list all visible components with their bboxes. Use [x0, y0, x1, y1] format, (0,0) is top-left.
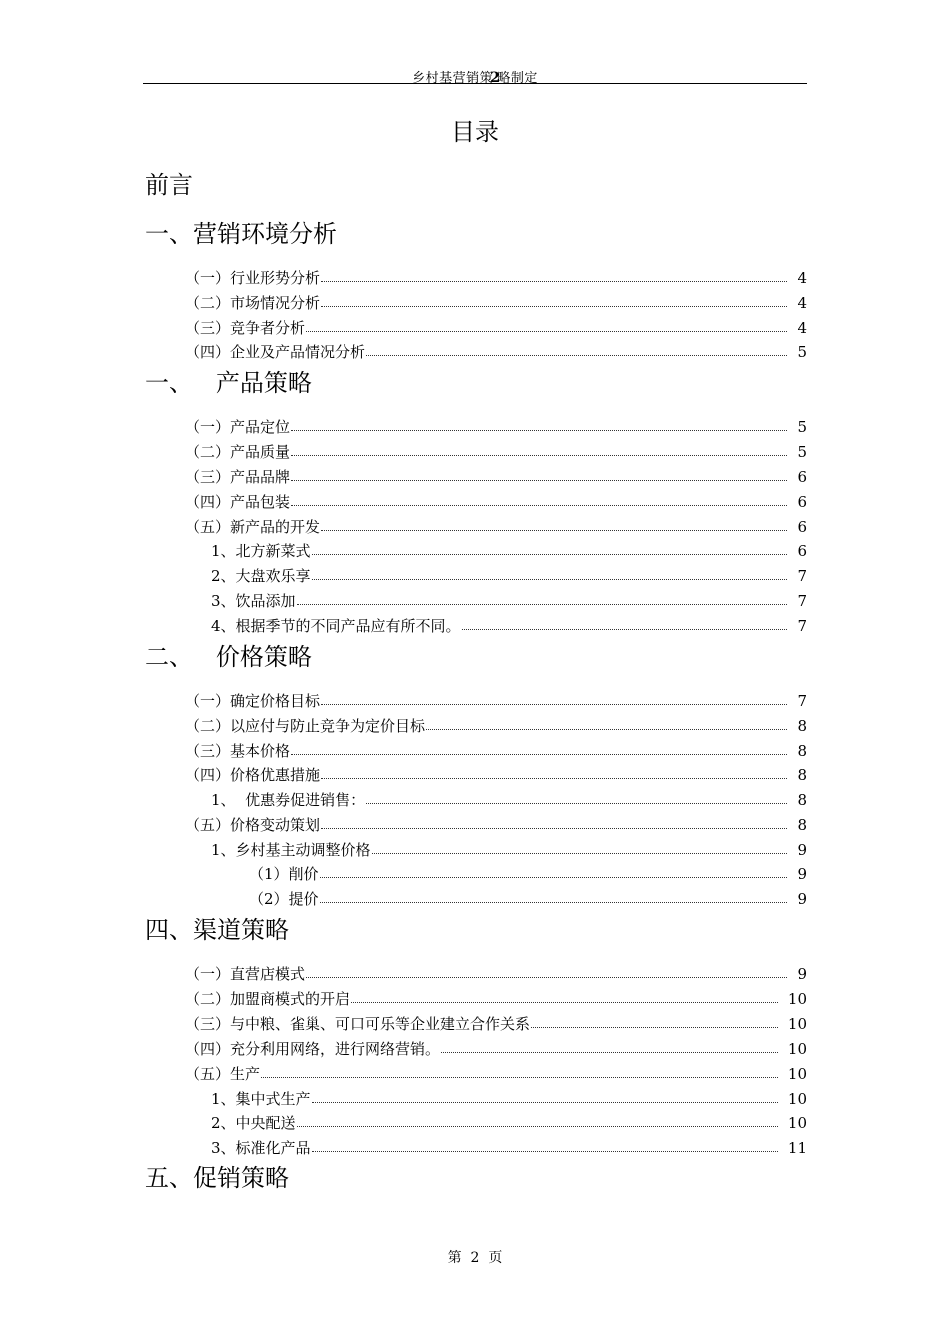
dot-leader	[291, 455, 787, 456]
page-number: 10	[787, 1065, 807, 1083]
toc-entry-text: （四）充分利用网络，进行网络营销。	[185, 1040, 441, 1058]
page-number: 7	[797, 567, 807, 585]
header-text-before: 乡村基营销策	[412, 71, 494, 86]
toc-entry-text: （二）产品质量	[185, 443, 291, 461]
dot-leader	[321, 778, 787, 779]
toc-entry-text: 3、饮品添加	[211, 592, 296, 610]
dot-leader	[426, 729, 787, 730]
page-number: 4	[797, 319, 807, 337]
page-number: 10	[787, 990, 807, 1008]
toc-entry-text: （二）加盟商模式的开启	[185, 990, 351, 1008]
dot-leader	[441, 1052, 778, 1053]
page-number: 7	[797, 592, 807, 610]
toc-entry-text: （二）以应付与防止竞争为定价目标	[185, 717, 426, 735]
toc-entry-text: 2、中央配送	[211, 1114, 296, 1132]
page-number: 8	[797, 717, 807, 735]
toc-entry[interactable]	[211, 591, 807, 611]
toc-entry-text: 1、集中式生产	[211, 1090, 311, 1108]
dot-leader	[312, 1151, 778, 1152]
toc-entry-text: （一）产品定位	[185, 418, 291, 436]
toc-entry[interactable]	[185, 1064, 807, 1084]
toc-entry[interactable]	[211, 790, 807, 810]
toc-entry[interactable]	[185, 442, 807, 462]
dot-leader	[320, 902, 788, 903]
toc-entry[interactable]	[185, 517, 807, 537]
header-rule	[143, 83, 807, 84]
section-heading-product-strategy[interactable]: 一、 产品策略	[145, 369, 312, 397]
dot-leader	[320, 877, 788, 878]
page-number: 5	[797, 443, 807, 461]
toc-entry[interactable]	[211, 1113, 807, 1133]
page-number: 9	[797, 965, 807, 983]
page-number: 9	[797, 865, 807, 883]
page-number: 7	[797, 692, 807, 710]
toc-title: 目录	[451, 118, 499, 146]
page-number: 5	[797, 418, 807, 436]
page-number: 10	[787, 1015, 807, 1033]
toc-entry-text: （二）市场情况分析	[185, 294, 321, 312]
toc-entry[interactable]	[185, 691, 807, 711]
toc-entry[interactable]	[185, 716, 807, 736]
toc-entry[interactable]	[185, 293, 807, 313]
page-number: 10	[787, 1090, 807, 1108]
section-heading-channel-strategy[interactable]: 四、渠道策略	[145, 916, 289, 944]
page-number: 6	[797, 468, 807, 486]
dot-leader	[297, 1126, 778, 1127]
toc-entry[interactable]	[185, 815, 807, 835]
toc-entry[interactable]	[185, 741, 807, 761]
toc-entry-text: （三）产品品牌	[185, 468, 291, 486]
page-number: 4	[797, 294, 807, 312]
section-heading-preface[interactable]: 前言	[145, 171, 193, 199]
toc-entry[interactable]	[249, 889, 807, 909]
page-number: 4	[797, 269, 807, 287]
dot-leader	[321, 704, 787, 705]
dot-leader	[462, 629, 788, 630]
toc-entry[interactable]	[185, 417, 807, 437]
page-number: 8	[797, 766, 807, 784]
toc-entry[interactable]	[211, 541, 807, 561]
header-page-badge: 2	[490, 70, 501, 86]
toc-entry-text: 1、乡村基主动调整价格	[211, 841, 371, 859]
toc-entry-text: （一）确定价格目标	[185, 692, 321, 710]
dot-leader	[312, 1102, 778, 1103]
toc-entry-text: （1）削价	[249, 865, 319, 883]
header-text-after: 略制定	[497, 71, 538, 86]
dot-leader	[372, 853, 788, 854]
dot-leader	[366, 355, 787, 356]
toc-entry[interactable]	[185, 268, 807, 288]
page-number: 9	[797, 841, 807, 859]
page-number: 10	[787, 1114, 807, 1132]
page-number: 6	[797, 542, 807, 560]
toc-entry-text: （三）竞争者分析	[185, 319, 306, 337]
page-number: 7	[797, 617, 807, 635]
section-heading-price-strategy[interactable]: 二、 价格策略	[145, 643, 312, 671]
dot-leader	[366, 803, 787, 804]
dot-leader	[291, 754, 787, 755]
page-number: 8	[797, 791, 807, 809]
toc-entry[interactable]	[211, 566, 807, 586]
page-footer: 第 2 页	[447, 1250, 503, 1266]
toc-entry[interactable]	[249, 864, 807, 884]
toc-entry-text: 4、根据季节的不同产品应有所不同。	[211, 617, 461, 635]
toc-entry[interactable]	[185, 989, 807, 1009]
toc-entry[interactable]	[185, 1014, 807, 1034]
dot-leader	[291, 480, 787, 481]
toc-entry-text: （四）企业及产品情况分析	[185, 343, 366, 361]
toc-entry-text: 2、大盘欢乐享	[211, 567, 311, 585]
page-number: 8	[797, 816, 807, 834]
dot-leader	[321, 530, 787, 531]
dot-leader	[531, 1027, 778, 1028]
toc-entry-text: （三）基本价格	[185, 742, 291, 760]
page-number: 6	[797, 518, 807, 536]
dot-leader	[312, 554, 788, 555]
dot-leader	[297, 604, 788, 605]
dot-leader	[306, 977, 787, 978]
toc-entry-text: （三）与中粮、雀巢、可口可乐等企业建立合作关系	[185, 1015, 531, 1033]
toc-entry-text: 1、 优惠券促进销售：	[211, 791, 366, 809]
toc-entry[interactable]	[185, 318, 807, 338]
toc-entry[interactable]	[185, 342, 807, 362]
page-number: 9	[797, 890, 807, 908]
dot-leader	[261, 1077, 778, 1078]
toc-entry-text: （一）行业形势分析	[185, 269, 321, 287]
page-number: 5	[797, 343, 807, 361]
toc-entry-text: （五）生产	[185, 1065, 261, 1083]
dot-leader	[291, 505, 787, 506]
toc-entry[interactable]	[211, 1089, 807, 1109]
page-number: 10	[787, 1040, 807, 1058]
toc-entry-text: （四）价格优惠措施	[185, 766, 321, 784]
dot-leader	[321, 306, 787, 307]
dot-leader	[312, 579, 788, 580]
toc-entry-text: （五）价格变动策划	[185, 816, 321, 834]
toc-entry[interactable]	[185, 492, 807, 512]
page-number: 6	[797, 493, 807, 511]
toc-entry[interactable]	[211, 616, 807, 636]
dot-leader	[291, 430, 787, 431]
section-heading-marketing-environment[interactable]: 一、营销环境分析	[145, 220, 337, 248]
toc-entry[interactable]	[185, 964, 807, 984]
page-number: 11	[787, 1139, 807, 1157]
toc-entry[interactable]	[185, 1039, 807, 1059]
dot-leader	[306, 331, 787, 332]
toc-entry-text: （2）提价	[249, 890, 319, 908]
page-number: 8	[797, 742, 807, 760]
dot-leader	[351, 1002, 778, 1003]
toc-entry-text: （五）新产品的开发	[185, 518, 321, 536]
section-heading-promotion-strategy[interactable]: 五、促销策略	[145, 1164, 289, 1192]
toc-entry[interactable]	[211, 1138, 807, 1158]
toc-entry[interactable]	[185, 765, 807, 785]
dot-leader	[321, 281, 787, 282]
dot-leader	[321, 828, 787, 829]
toc-entry-text: 3、标准化产品	[211, 1139, 311, 1157]
toc-entry-text: 1、北方新菜式	[211, 542, 311, 560]
toc-entry-text: （四）产品包装	[185, 493, 291, 511]
toc-entry[interactable]	[211, 840, 807, 860]
toc-entry-text: （一）直营店模式	[185, 965, 306, 983]
toc-entry[interactable]	[185, 467, 807, 487]
